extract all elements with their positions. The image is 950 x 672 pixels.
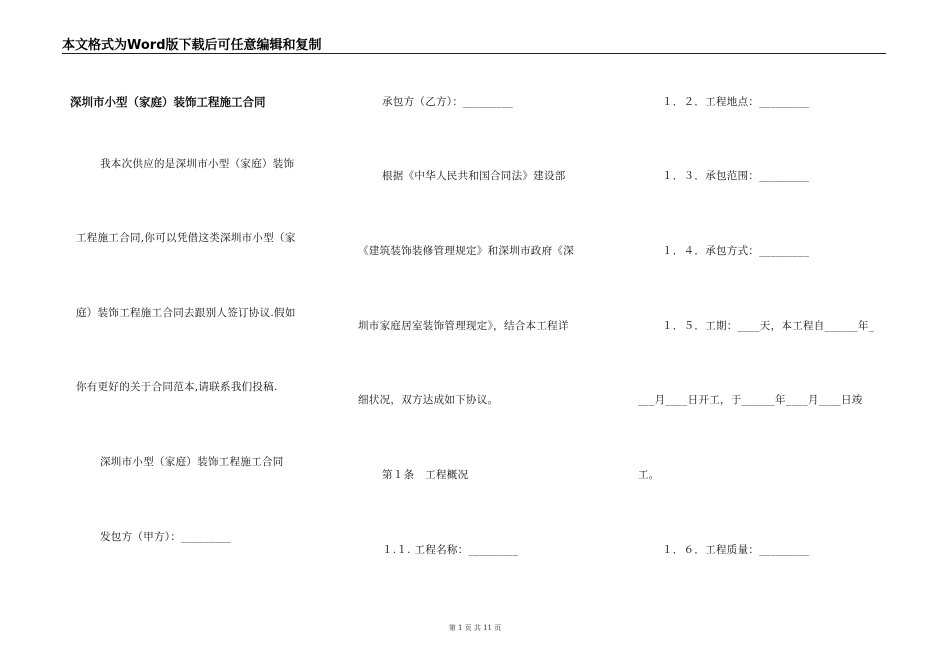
- middle-line-5: 细状况，双方达成如下协议。: [358, 394, 499, 406]
- left-line-2: 我本次供应的是深圳市小型（家庭）装饰: [100, 158, 295, 170]
- right-line-5: ___月____日开工，于______年____月____日竣: [638, 394, 863, 406]
- left-line-5: 你有更好的关于合同范本,请联系我们投稿.: [76, 381, 278, 393]
- right-line-1: １．２．工程地点：_________: [662, 96, 810, 108]
- right-line-3: １．４．承包方式：_________: [662, 245, 810, 257]
- middle-line-7: １.１. 工程名称：_________: [382, 544, 519, 556]
- left-line-3: 工程施工合同,你可以凭借这类深圳市小型（家: [76, 232, 296, 244]
- right-line-4: １．５．工期：____天，本工程自______年_: [662, 320, 875, 332]
- contract-title: 深圳市小型（家庭）装饰工程施工合同: [70, 95, 266, 109]
- document-header: 本文格式为Word版下载后可任意编辑和复制: [62, 38, 322, 53]
- header-divider: [62, 53, 886, 54]
- right-line-2: １．３．承包范围：_________: [662, 170, 810, 182]
- section-heading: 第１条 工程概况: [382, 469, 469, 481]
- middle-line-2: 根据《中华人民共和国合同法》建设部: [382, 170, 566, 182]
- middle-line-1: 承包方（乙方）：_________: [382, 96, 514, 108]
- right-line-6: 工。: [638, 469, 660, 481]
- middle-line-3: 《建筑装饰装修管理规定》和深圳市政府《深: [358, 245, 574, 257]
- left-line-6: 深圳市小型（家庭）装饰工程施工合同: [100, 456, 284, 468]
- left-line-7: 发包方（甲方）：_________: [100, 531, 232, 543]
- page-number: 第 1 页 共 11 页: [448, 624, 502, 632]
- right-line-7: １．６．工程质量：_________: [662, 544, 810, 556]
- middle-line-4: 圳市家庭居室装饰管理现定》，结合本工程详: [358, 320, 569, 332]
- left-line-4: 庭）装饰工程施工合同去跟别人签订协议.假如: [76, 307, 296, 319]
